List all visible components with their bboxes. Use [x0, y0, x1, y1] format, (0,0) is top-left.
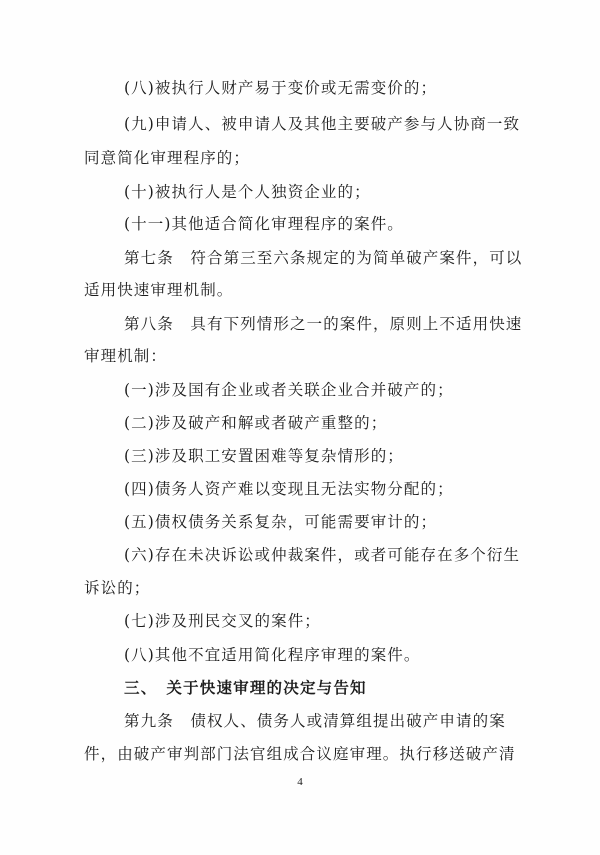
page-number: 4 — [297, 776, 303, 788]
section-heading: 三、 关于快速审理的决定与告知 — [124, 679, 367, 697]
text-line: 件，由破产审判部门法官组成合议庭审理。执行移送破产清 — [84, 745, 516, 763]
text-line: 审理机制： — [84, 347, 168, 365]
article-9-line: 第九条 债权人、债务人或清算组提出破产申请的案 — [124, 712, 506, 730]
text-line: (八)被执行人财产易于变价或无需变价的； — [124, 79, 438, 97]
text-line: (九)申请人、被申请人及其他主要破产参与人协商一致 — [124, 115, 521, 133]
list-item: (六)存在未决诉讼或仲裁案件，或者可能存在多个衍生 — [124, 546, 521, 564]
list-item: (三)涉及职工安置困难等复杂情形的； — [124, 447, 404, 465]
list-item: (五)债权债务关系复杂，可能需要审计的； — [124, 513, 438, 531]
text-line: (十)被执行人是个人独资企业的； — [124, 183, 371, 201]
text-line: (十一)其他适合简化审理程序的案件。 — [124, 215, 404, 233]
article-7-line: 第七条 符合第三至六条规定的为简单破产案件，可以 — [124, 249, 523, 267]
list-item: (四)债务人资产难以变现且无法实物分配的； — [124, 480, 454, 498]
list-item: (七)涉及刑民交叉的案件； — [124, 612, 321, 630]
list-item: (一)涉及国有企业或者关联企业合并破产的； — [124, 381, 454, 399]
list-item: (八)其他不宜适用简化程序审理的案件。 — [124, 646, 421, 664]
text-line: 诉讼的； — [84, 579, 151, 597]
text-line: 适用快速审理机制。 — [84, 281, 234, 299]
list-item: (二)涉及破产和解或者破产重整的； — [124, 414, 388, 432]
text-line: 同意简化审理程序的； — [84, 149, 251, 167]
article-8-line: 第八条 具有下列情形之一的案件，原则上不适用快速 — [124, 315, 523, 333]
